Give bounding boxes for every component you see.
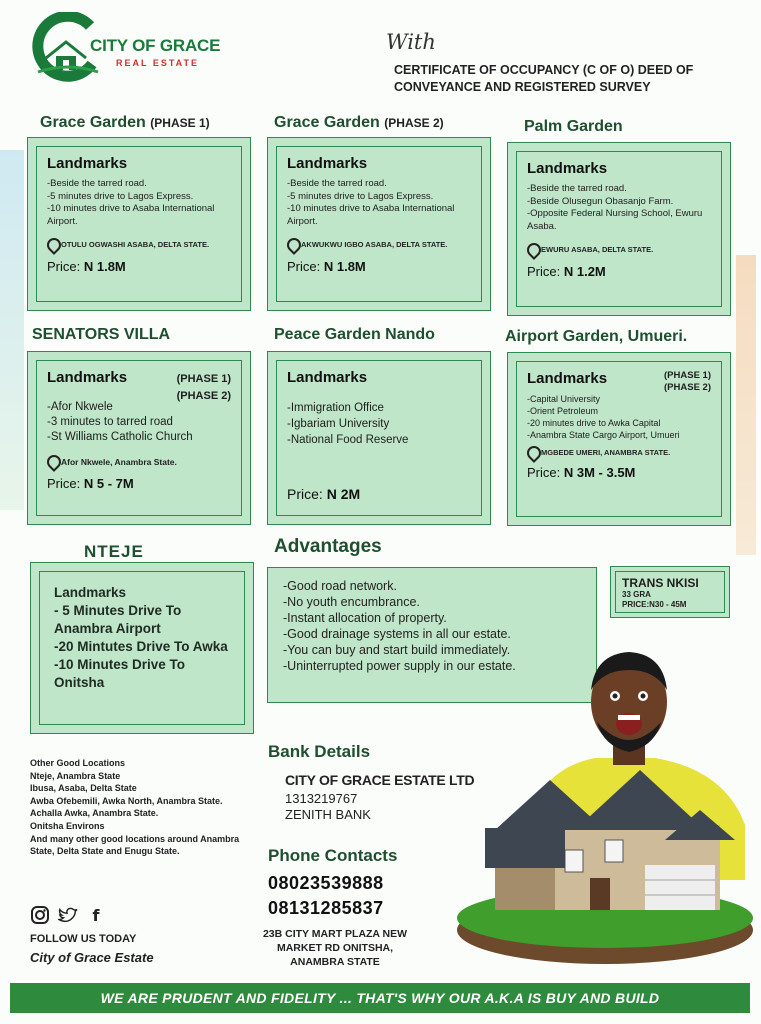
landmark-lines: -Beside the tarred road. -5 minutes drive to Lagos Express. -10 minutes drive to Asaba International Airport.	[47, 178, 215, 227]
price: Price: N 3M - 3.5M	[527, 465, 636, 480]
location-pin-icon	[527, 243, 537, 256]
landmark-lines: -Beside the tarred road. -Beside Olusegun Obasanjo Farm. -Opposite Federal Nursing School, Ewuru Asaba.	[527, 183, 703, 232]
property-title-senators: SENATORS VILLA	[32, 326, 171, 343]
price: Price: N 1.2M	[527, 264, 606, 279]
trans-nkisi-area: 33 GRA	[622, 590, 651, 599]
company-logo	[32, 12, 252, 84]
with-heading: With	[386, 30, 436, 54]
advantage-item: -Good road network.	[283, 579, 397, 593]
location: Afor Nkwele, Anambra State.	[47, 455, 231, 468]
landmarks-label: Landmarks	[47, 369, 128, 386]
landmarks-label: Landmarks	[527, 160, 608, 177]
price: Price: N 2M	[287, 486, 361, 502]
landmarks-label: Landmarks	[47, 155, 128, 172]
location-pin-icon	[287, 238, 297, 251]
location-pin-icon	[47, 238, 57, 251]
decorative-wash-left	[0, 150, 24, 510]
landmarks-label: Landmarks	[527, 370, 608, 387]
property-card-palm	[507, 142, 731, 316]
phone-contacts-title: Phone Contacts	[268, 846, 398, 865]
location: EWURU ASABA, DELTA STATE.	[527, 243, 711, 256]
logo-name: CITY OF GRACE	[90, 36, 221, 55]
bank-account-name: CITY OF GRACE ESTATE LTD	[285, 772, 475, 788]
phase-labels: (PHASE 1) (PHASE 2)	[664, 370, 711, 393]
property-card-grace-1	[27, 137, 251, 311]
account-number: 1313219767	[285, 791, 358, 806]
price: Price: N 1.8M	[47, 259, 126, 274]
landmark-lines: -Capital University -Orient Petroleum -20 minutes drive to Awka Capital -Anambra State Cargo Airport, Umueri	[527, 394, 680, 440]
trans-nkisi-card	[610, 566, 730, 618]
decorative-wash-right	[736, 255, 756, 555]
nteje-title: NTEJE	[84, 542, 144, 561]
property-title-airport: Airport Garden, Umueri.	[505, 328, 688, 345]
social-icons	[30, 905, 106, 925]
instagram-icon[interactable]	[30, 905, 50, 925]
property-card-peace	[267, 351, 491, 525]
phase-labels: (PHASE 1) (PHASE 2)	[176, 373, 231, 402]
advantage-item: -Instant allocation of property.	[283, 611, 447, 625]
landmarks-label: Landmarks	[287, 155, 368, 172]
advantage-item: -You can buy and start build immediately.	[283, 643, 511, 657]
location: MGBEDE UMERI, ANAMBRA STATE.	[527, 446, 711, 459]
property-card-airport	[507, 352, 731, 526]
landmark-lines: Landmarks - 5 Minutes Drive To Anambra Airport -20 Mintutes Drive To Awka -10 Minutes Drive To Onitsha	[54, 585, 228, 690]
trans-nkisi-price: PRICE:N30 - 45M	[622, 600, 687, 609]
advantage-item: -No youth encumbrance.	[283, 595, 420, 609]
certificate-note: CERTIFICATE OF OCCUPANCY (C OF O) DEED OF CONVEYANCE AND REGISTERED SURVEY	[394, 63, 694, 94]
property-title-grace-2: Grace Garden (PHASE 2)	[274, 114, 444, 131]
advantage-item: -Uninterrupted power supply in our estate.	[283, 659, 516, 673]
location-pin-icon	[527, 446, 537, 459]
bank-details-title: Bank Details	[268, 742, 371, 761]
phone-number-2[interactable]: 08131285837	[268, 898, 384, 918]
advantages-title: Advantages	[274, 536, 382, 557]
landmark-lines: -Beside the tarred road. -5 minutes drive to Lagos Express. -10 minutes drive to Asaba International Airport.	[287, 178, 455, 227]
landmark-lines: -Immigration Office -Igbariam University -National Food Reserve	[287, 402, 409, 446]
price: Price: N 1.8M	[287, 259, 366, 274]
advantage-item: -Good drainage systems in all our estate.	[283, 627, 511, 641]
office-address: 23B CITY MART PLAZA NEW MARKET RD ONITSHA, ANAMBRA STATE	[262, 928, 408, 968]
property-title-palm: Palm Garden	[524, 118, 623, 135]
twitter-icon[interactable]	[58, 905, 78, 925]
social-handle: City of Grace Estate	[30, 950, 154, 965]
property-card-senators	[27, 351, 251, 525]
property-card-nteje	[30, 562, 254, 734]
landmarks-label: Landmarks	[287, 369, 368, 386]
location: AKWUKWU IGBO ASABA, DELTA STATE.	[287, 238, 471, 251]
logo-subtitle: REAL ESTATE	[116, 58, 200, 68]
trans-nkisi-title: TRANS NKISI	[622, 576, 699, 590]
landmark-lines: -Afor Nkwele -3 minutes to tarred road -St Williams Catholic Church	[47, 401, 193, 443]
phone-number-1[interactable]: 08023539888	[268, 873, 384, 893]
bank-account-info	[285, 791, 371, 823]
house-promo-illustration	[455, 640, 755, 975]
facebook-icon[interactable]: f	[92, 905, 100, 925]
bank-name: ZENITH BANK	[285, 807, 371, 822]
location: OTULU OGWASHI ASABA, DELTA STATE.	[47, 238, 231, 251]
property-title-peace: Peace Garden Nando	[274, 326, 435, 343]
location-pin-icon	[47, 455, 57, 468]
price: Price: N 5 - 7M	[47, 476, 134, 491]
property-card-grace-2	[267, 137, 491, 311]
follow-us-label: FOLLOW US TODAY	[30, 933, 137, 945]
footer-slogan: WE ARE PRUDENT AND FIDELITY ... THAT'S WHY OUR A.K.A IS BUY AND BUILD	[10, 983, 750, 1013]
property-title-grace-1: Grace Garden (PHASE 1)	[40, 114, 210, 131]
other-locations: Other Good Locations Nteje, Anambra State Ibusa, Asaba, Delta State Awba Ofebemili, Awka North, Anambra State. Achalla Awka, Anambra State. Onitsha Environs And many other good locations around Anambra State, Delta State and Enugu State.	[30, 758, 240, 857]
